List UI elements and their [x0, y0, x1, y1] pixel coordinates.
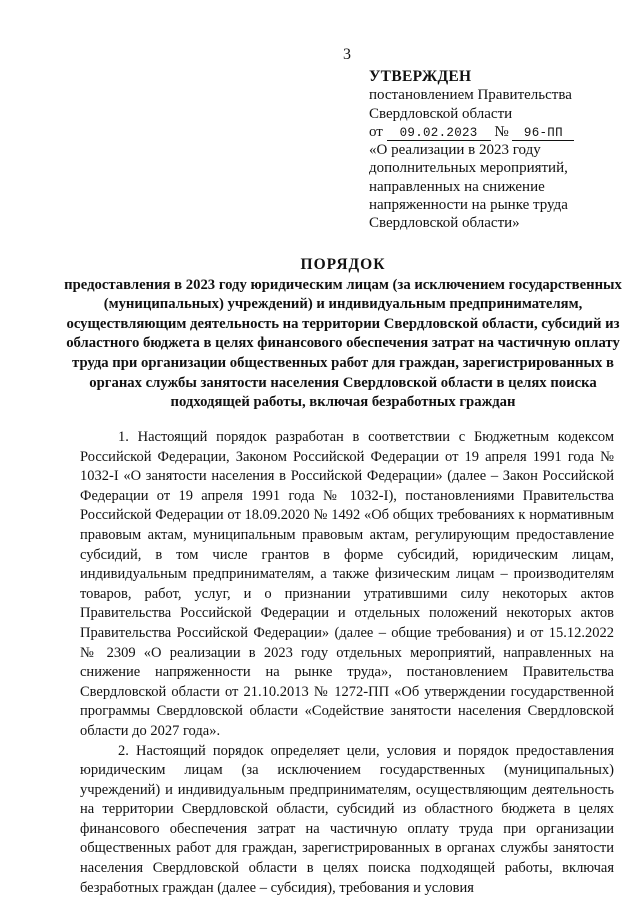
paragraph-1: 1. Настоящий порядок разработан в соответствии с Бюджетным кодексом Российской Федерации, Законом Российской Федерации от 19 апреля 1991 года № 1032-I «О занятости населения в Российской Федерации» (далее – Закон Российской Федерации от 19 апреля 1991 года № 1032-I), постановлениями Правительства Российской Федерации от 18.09.2020 № 1492 «Об общих требованиях к нормативным правовым актам, муниципальным правовым актам, регулирующим предоставление субсидий, в том числе грантов в форме субсидий, юридическим лицам, индивидуальным предпринимателям, а также физическим лицам – производителям товаров, работ, услуг, и о признании утратившими силу некоторых актов Правительства Российской Федерации и отдельных положений некоторых актов Правительства Российской Федерации» (далее – общие требования) и от 15.12.2022 № 2309 «О реализации в 2023 году отдельных мероприятий, направленных на снижение напряженности на рынке труда», постановлением Правительства Свердловской области от 21.10.2013 № 1272-ПП «Об утверждении государственной программы Свердловской области «Содействие занятости населения Свердловской области до 2027 года».: [80, 429, 614, 739]
approval-number-field: 96-ПП: [512, 126, 574, 141]
approval-stamp-block: [369, 68, 619, 233]
document-body: [80, 428, 614, 898]
number-prefix: №: [494, 123, 509, 140]
approval-title-line-1: «О реализации в 2023 году: [369, 142, 541, 159]
approval-title-line-2: дополнительных мероприятий,: [369, 160, 568, 177]
document-title-block: [62, 255, 624, 413]
paragraph-2: 2. Настоящий порядок определяет цели, условия и порядок предоставления юридическим лицам (за исключением государственных (муниципальных) учреждений) и индивидуальным предпринимателям, осуществляющим деятельность на территории Свердловской области, субсидий из областного бюджета в целях финансового обеспечения затрат на частичную оплату труда при организации общественных работ для граждан, зарегистрированных в органах службы занятости населения Свердловской области в целях поиска подходящей работы, включая безработных граждан (далее – субсидия), требования и условия: [80, 742, 614, 896]
document-title: ПОРЯДОК: [300, 256, 386, 273]
approval-line-2: Свердловской области: [369, 105, 513, 122]
approval-line-1: постановлением Правительства: [369, 87, 572, 104]
approval-date-field: 09.02.2023: [387, 126, 491, 141]
document-subtitle: предоставления в 2023 году юридическим лицам (за исключением государственных (муниципальных) учреждений) и индивидуальным предпринимателям, осуществляющим деятельность на территории Свердловской области, субсидий из областного бюджета в целях финансового обеспечения затрат на частичную оплату труда при организации общественных работ для граждан, зарегистрированных в органах службы занятости населения Свердловской области в целях поиска подходящей работы, включая безработных граждан: [64, 276, 622, 411]
approval-date-line: [369, 123, 619, 141]
approval-title-line-3: направленных на снижение: [369, 178, 545, 195]
approval-heading: УТВЕРЖДЕН: [369, 68, 472, 85]
date-prefix: от: [369, 123, 383, 140]
approval-title-line-4: напряженности на рынке труда: [369, 197, 568, 214]
page-number: 3: [343, 46, 351, 63]
approval-title-line-5: Свердловской области»: [369, 215, 520, 232]
